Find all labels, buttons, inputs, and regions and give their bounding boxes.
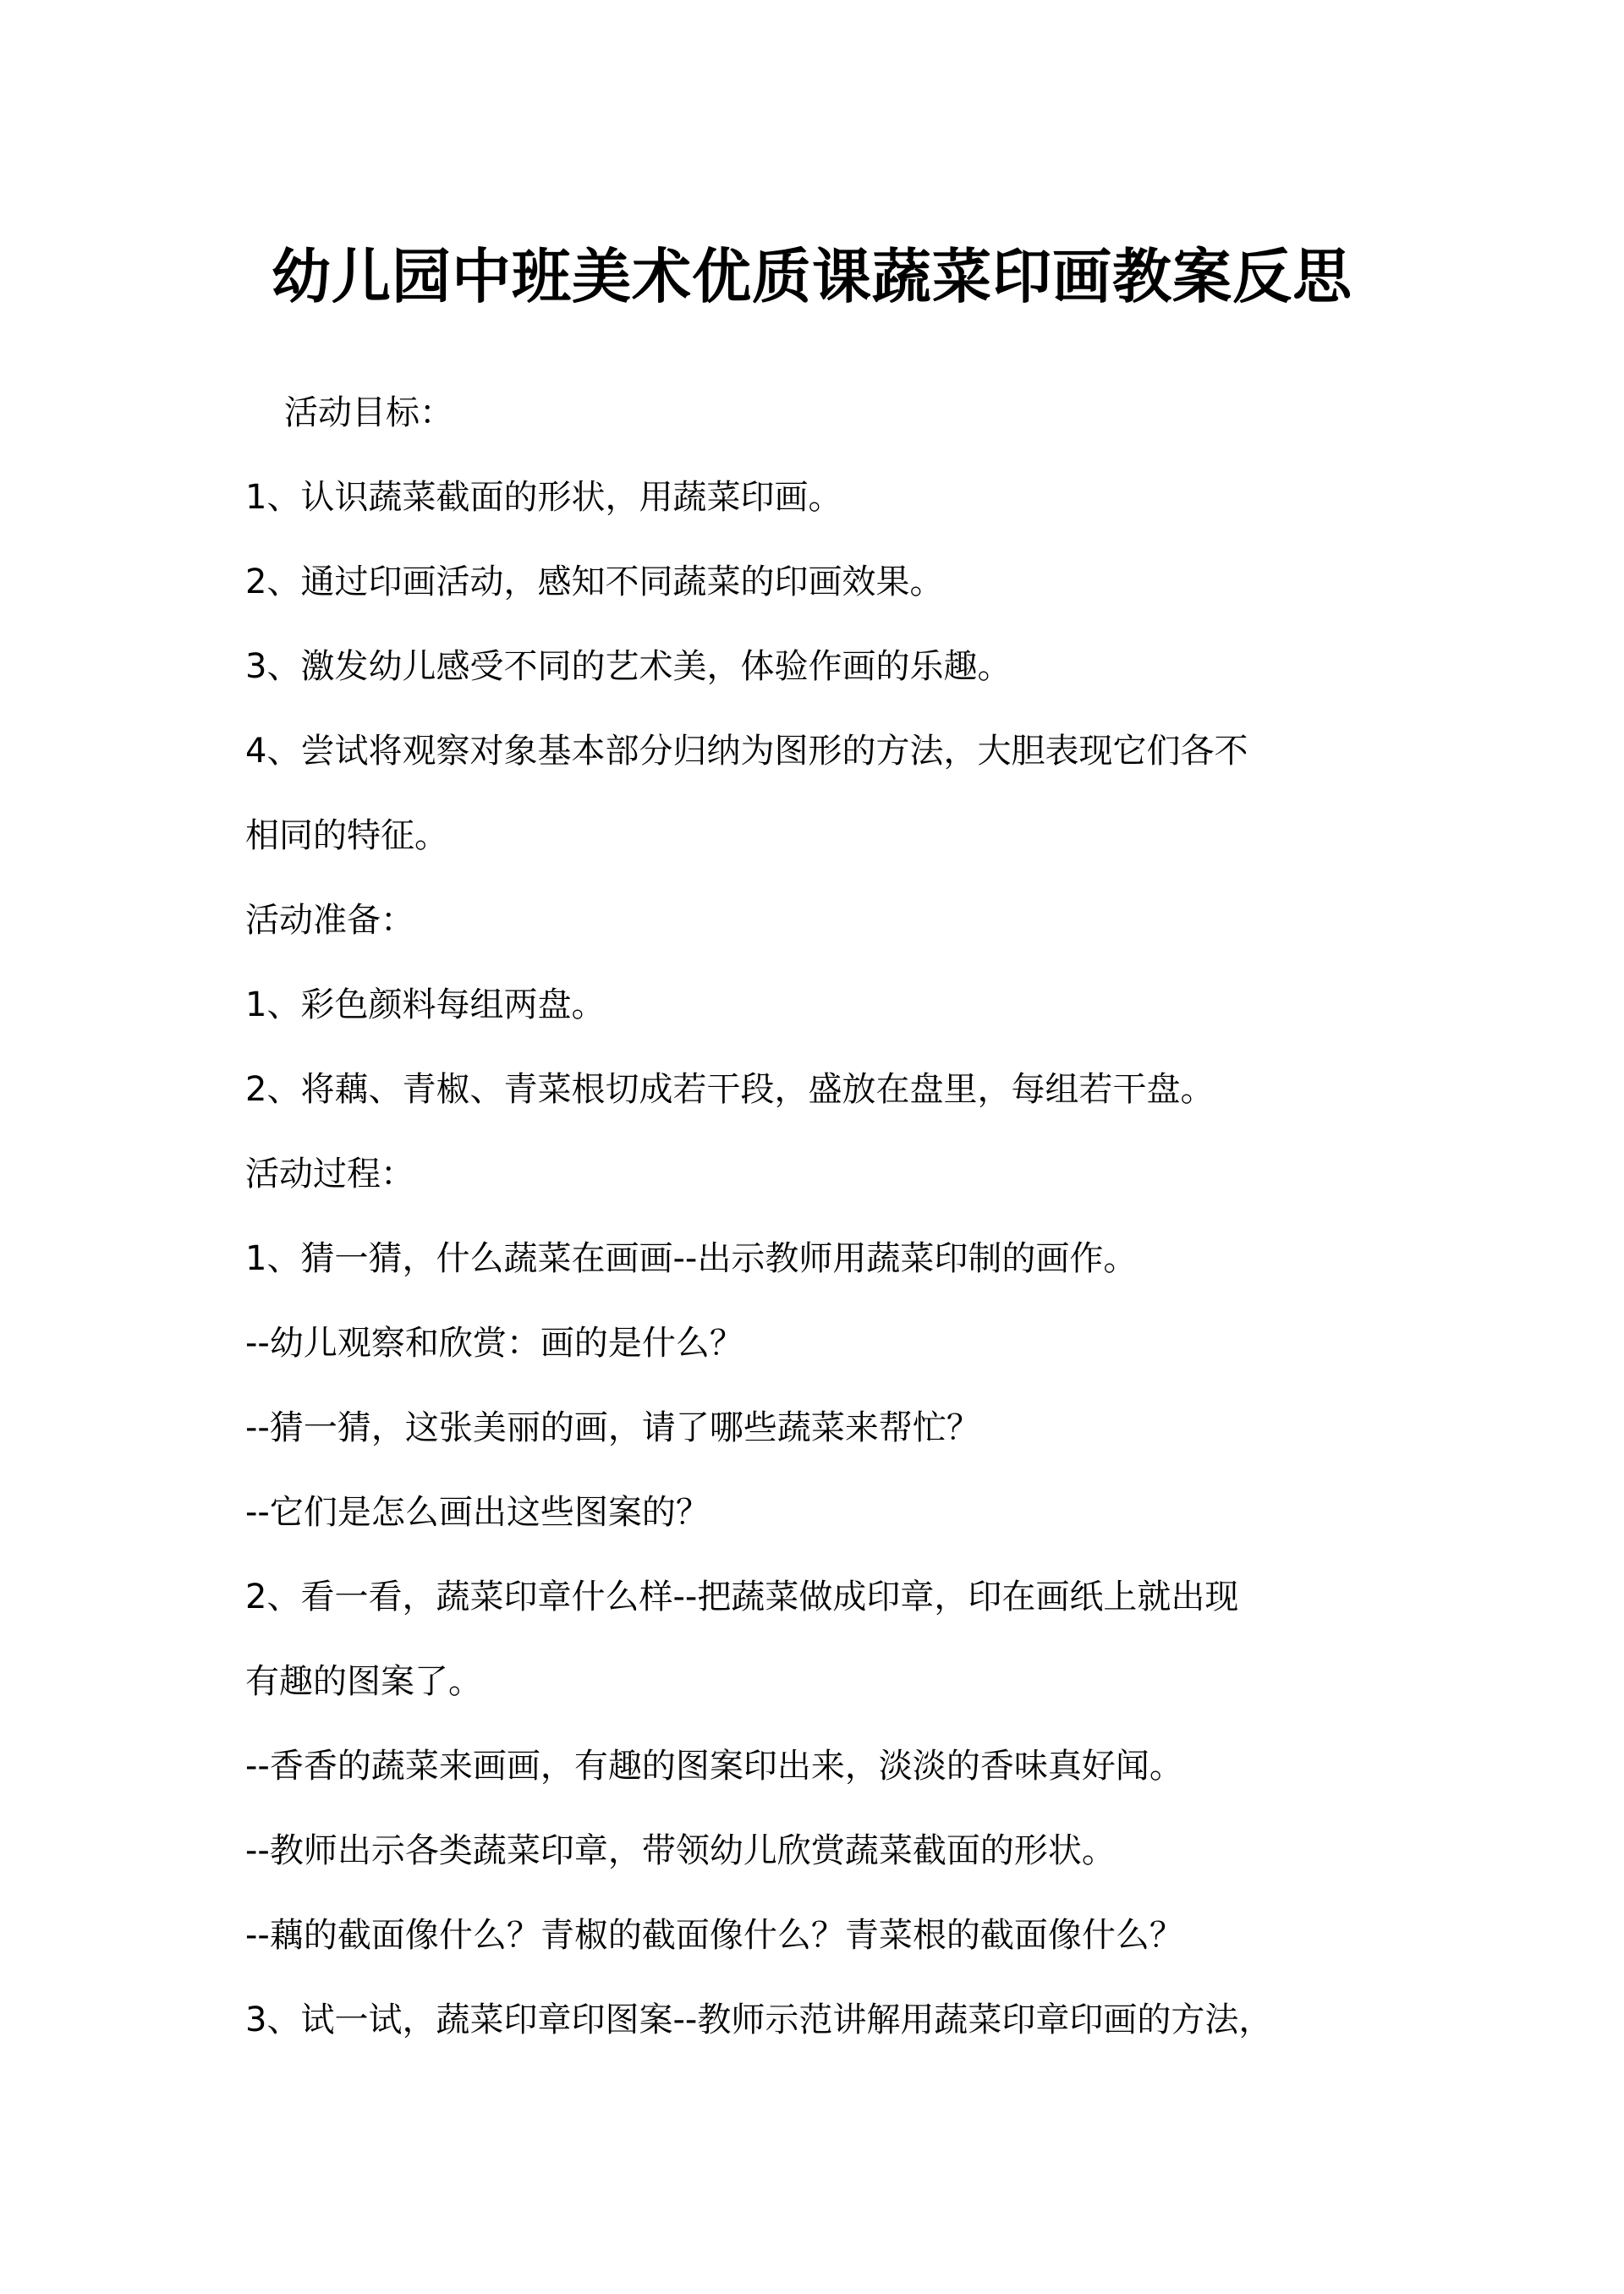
paragraph-line: 2、通过印画活动，感知不同蔬菜的印画效果。 [245, 563, 944, 601]
document-body [245, 370, 1396, 2062]
paragraph-line: --它们是怎么画出这些图案的？ [245, 1493, 710, 1532]
paragraph-line: --幼儿观察和欣赏：画的是什么？ [245, 1324, 743, 1363]
paragraph-line: 3、试一试，蔬菜印章印图案--教师示范讲解用蔬菜印章印画的方法， [245, 2000, 1273, 2039]
paragraph-line: 3、激发幼儿感受不同的艺术美，体验作画的乐趣。 [245, 647, 1012, 686]
paragraph-line: 1、猜一猜，什么蔬菜在画画--出示教师用蔬菜印制的画作。 [245, 1239, 1138, 1278]
paragraph-line: --教师出示各类蔬菜印章，带领幼儿欣赏蔬菜截面的形状。 [245, 1831, 1116, 1870]
paragraph-line: 相同的特征。 [245, 816, 448, 855]
section-heading-goals: 活动目标： [284, 393, 453, 432]
paragraph-line: --香香的蔬菜来画画，有趣的图案印出来，淡淡的香味真好闻。 [245, 1747, 1183, 1786]
paragraph-line: 1、认识蔬菜截面的形状，用蔬菜印画。 [245, 478, 842, 517]
paragraph-line: 2、看一看，蔬菜印章什么样--把蔬菜做成印章，印在画纸上就出现 [245, 1578, 1239, 1616]
paragraph-line: 2、将藕、青椒、青菜根切成若干段，盛放在盘里，每组若干盘。 [245, 1070, 1215, 1109]
section-heading-preparation: 活动准备： [245, 901, 414, 940]
paragraph-line: 4、尝试将观察对象基本部分归纳为图形的方法，大胆表现它们各不 [245, 732, 1248, 771]
section-heading-process: 活动过程： [245, 1155, 414, 1194]
document-title: 幼儿园中班美术优质课蔬菜印画教案反思 [272, 241, 1352, 311]
paragraph-line: --藕的截面像什么？青椒的截面像什么？青菜根的截面像什么？ [245, 1916, 1183, 1955]
paragraph-line: --猜一猜，这张美丽的画，请了哪些蔬菜来帮忙？ [245, 1408, 980, 1447]
paragraph-line: 有趣的图案了。 [245, 1662, 482, 1701]
paragraph-line: 1、彩色颜料每组两盘。 [245, 985, 606, 1024]
